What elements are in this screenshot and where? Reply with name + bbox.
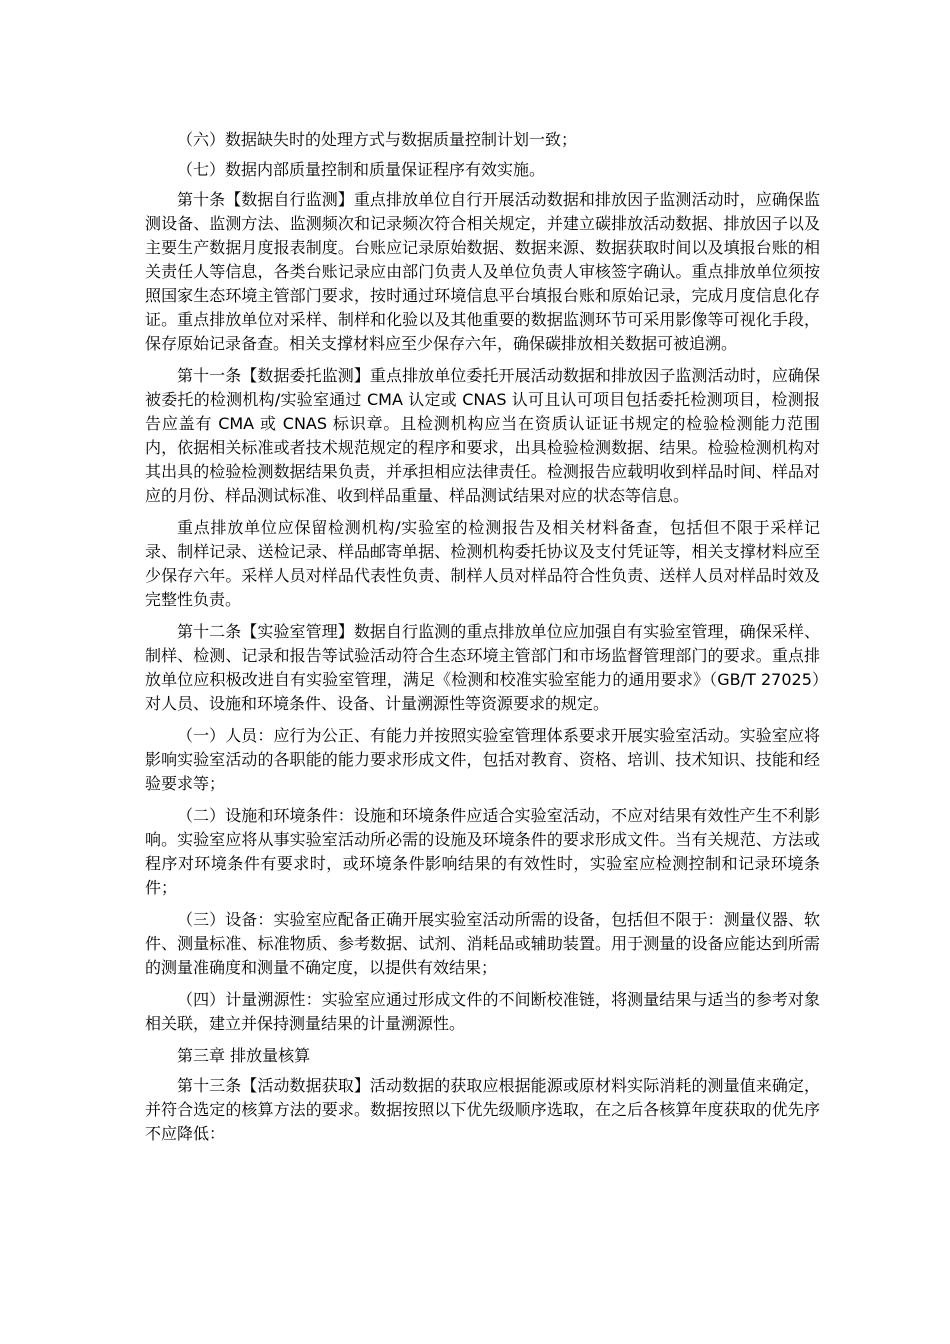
paragraph-article-12: 第十二条【实验室管理】数据自行监测的重点排放单位应加强自有实验室管理，确保采样、制样、检测、记录和报告等试验活动符合生态环境主管部门和市场监督管理部门的要求。重点排放单位应积极改进自有实验室管理，满足《检测和校准实验室能力的通用要求》（GB/T 27025）对人员、设施和环境条件、设备、计量溯源性等资源要求的规定。: [145, 622, 820, 713]
chapter-heading: 第三章 排放量核算: [177, 1046, 311, 1065]
paragraph-retention: 重点排放单位应保留检测机构/实验室的检测报告及相关材料备查，包括但不限于采样记录、制样记录、送检记录、样品邮寄单据、检测机构委托协议及支付凭证等，相关支撑材料应至少保存六年。采样人员对样品代表性负责、制样人员对样品符合性负责、送样人员对样品时效及完整性负责。: [145, 518, 820, 609]
document-page: [145, 128, 820, 1154]
paragraph-article-10: 第十条【数据自行监测】重点排放单位自行开展活动数据和排放因子监测活动时，应确保监测设备、监测方法、监测频次和记录频次符合相关规定，并建立碳排放活动数据、排放因子以及主要生产数据月度报表制度。台账应记录原始数据、数据来源、数据获取时间以及填报台账的相关责任人等信息，各类台账记录应由部门负责人及单位负责人审核签字确认。重点排放单位须按照国家生态环境主管部门要求，按时通过环境信息平台填报台账和原始记录，完成月度信息化存证。重点排放单位对采样、制样和化验以及其他重要的数据监测环节可采用影像等可视化手段，保存原始记录备查。相关支撑材料应至少保存六年，确保碳排放相关数据可被追溯。: [145, 190, 820, 353]
paragraph-clause-7: （七）数据内部质量控制和质量保证程序有效实施。: [177, 160, 546, 179]
paragraph-personnel: （一）人员：应行为公正、有能力并按照实验室管理体系要求开展实验室活动。实验室应将影响实验室活动的各职能的能力要求形成文件，包括对教育、资格、培训、技术知识、技能和经验要求等；: [145, 726, 820, 793]
paragraph-equipment: （三）设备：实验室应配备正确开展实验室活动所需的设备，包括但不限于：测量仪器、软件、测量标准、标准物质、参考数据、试剂、消耗品或辅助装置。用于测量的设备应能达到所需的测量准确度和测量不确定度，以提供有效结果；: [145, 910, 820, 977]
paragraph-facilities: （二）设施和环境条件：设施和环境条件应适合实验室活动，不应对结果有效性产生不利影响。实验室应将从事实验室活动所必需的设施及环境条件的要求形成文件。当有关规范、方法或程序对环境条件有要求时，或环境条件影响结果的有效性时，实验室应检测控制和记录环境条件；: [145, 806, 820, 897]
paragraph-traceability: （四）计量溯源性：实验室应通过形成文件的不间断校准链，将测量结果与适当的参考对象相关联，建立并保持测量结果的计量溯源性。: [145, 990, 820, 1033]
paragraph-clause-6: （六）数据缺失时的处理方式与数据质量控制计划一致；: [177, 130, 578, 149]
paragraph-article-11: 第十一条【数据委托监测】重点排放单位委托开展活动数据和排放因子监测活动时，应确保被委托的检测机构/实验室通过 CMA 认定或 CNAS 认可且认可项目包括委托检测项目，检测报告应盖有 CMA 或 CNAS 标识章。且检测机构应当在资质认证证书规定的检验检测能力范围内，依据相关标准或者技术规范规定的程序和要求，出具检验检测数据、结果。检验检测机构对其出具的检验检测数据结果负责，并承担相应法律责任。检测报告应载明收到样品时间、样品对应的月份、样品测试标准、收到样品重量、样品测试结果对应的状态等信息。: [145, 366, 820, 505]
paragraph-article-13: 第十三条【活动数据获取】活动数据的获取应根据能源或原材料实际消耗的测量值来确定，并符合选定的核算方法的要求。数据按照以下优先级顺序选取，在之后各核算年度获取的优先序不应降低：: [145, 1076, 820, 1143]
